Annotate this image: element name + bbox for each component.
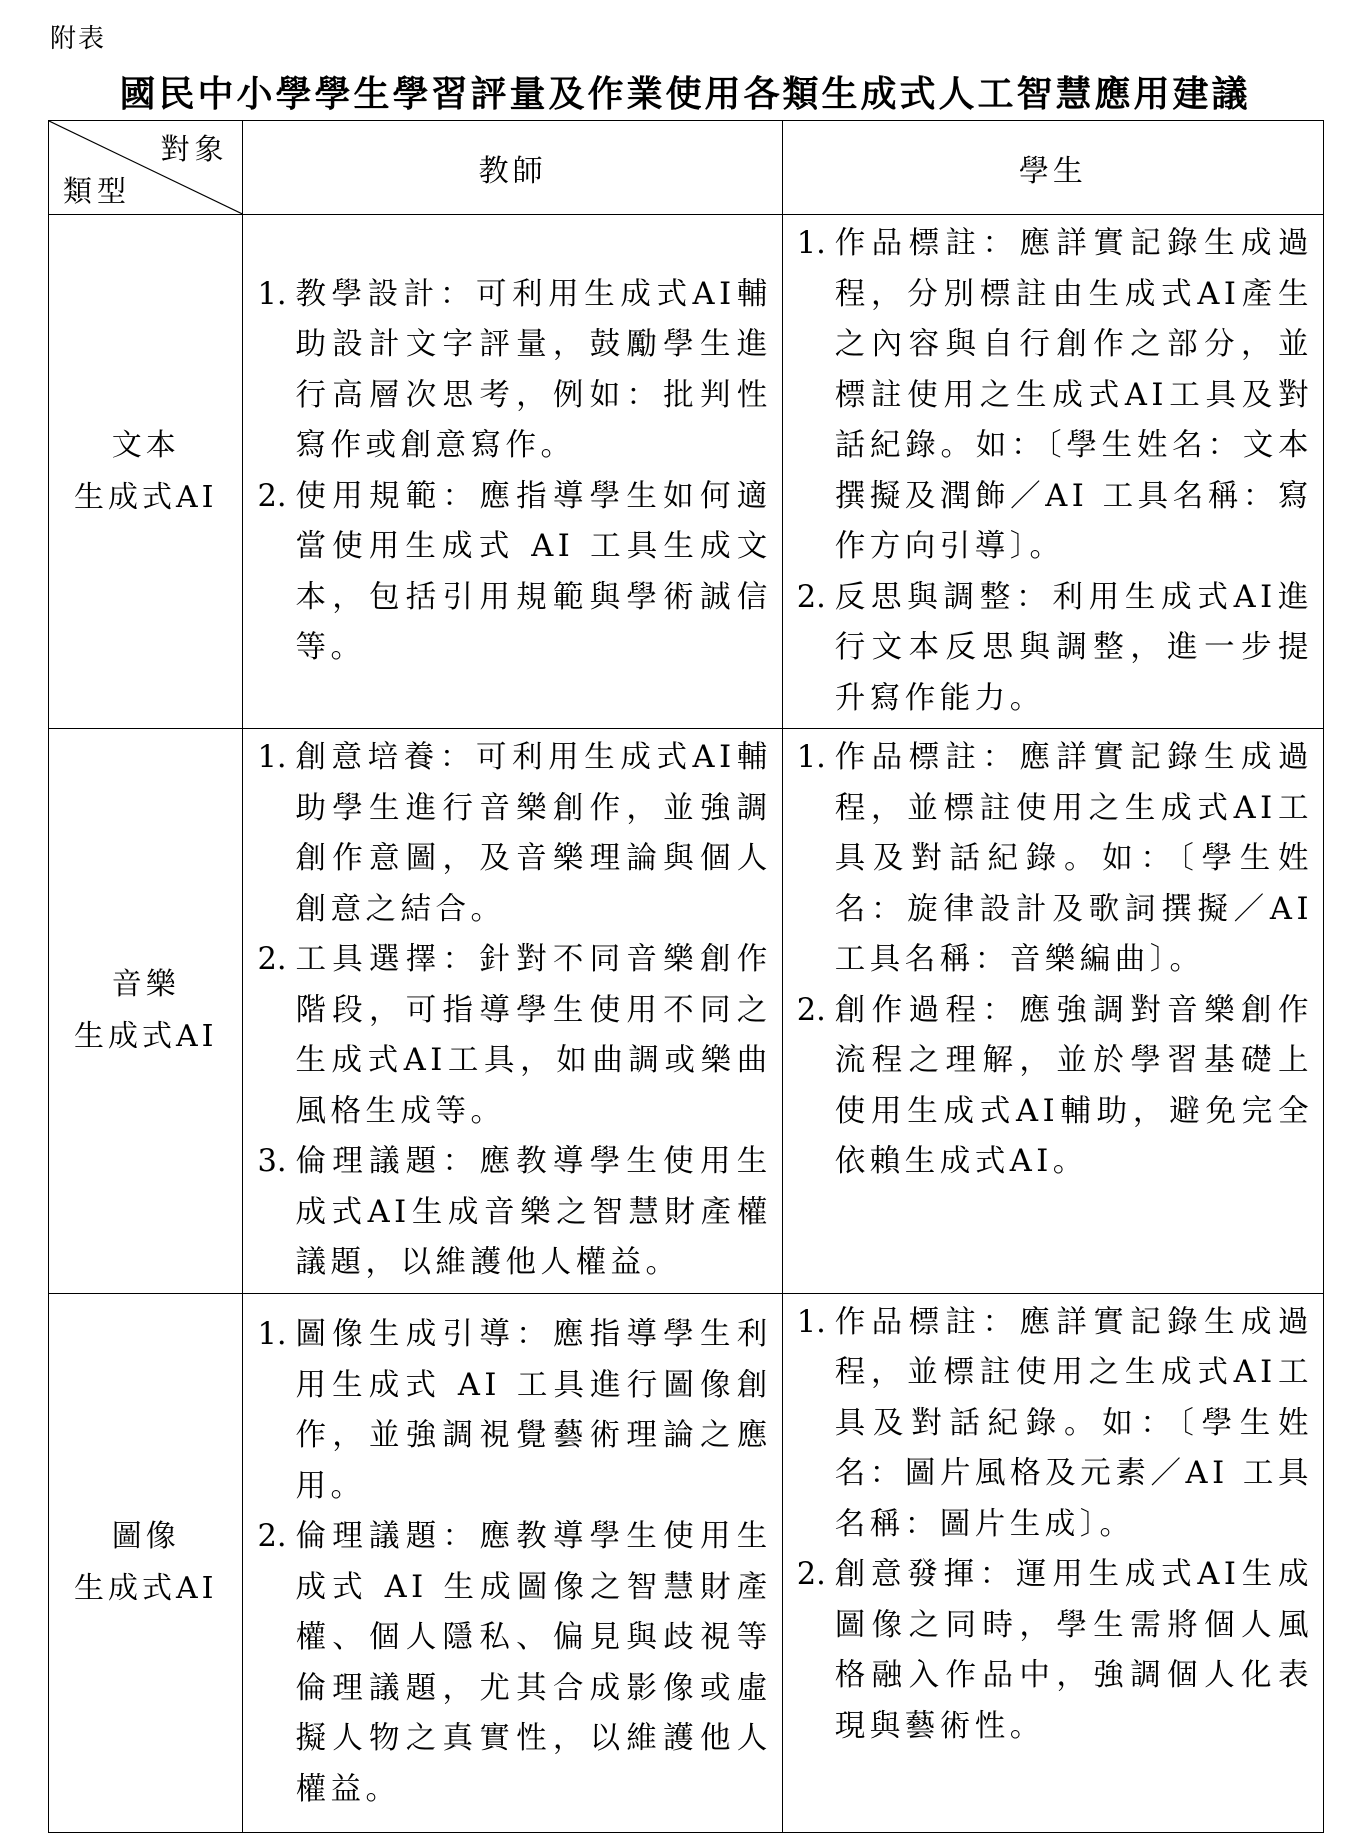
item-text: 使用規範：應指導學生如何適當使用生成式 AI 工具生成文本，包括引用規範與學術誠信等。	[295, 478, 772, 665]
type-label-line1: 文本	[111, 427, 180, 463]
list-item	[257, 1310, 771, 1512]
item-text: 反思與調整：利用生成式AI進行文本反思與調整，進一步提升寫作能力。	[834, 579, 1313, 716]
list-item	[257, 270, 771, 472]
list-item	[257, 1512, 771, 1815]
teacher-cell	[243, 729, 782, 1294]
type-label-line2: 生成式AI	[73, 479, 218, 515]
type-cell	[49, 729, 243, 1294]
corner-label-target: 對象	[160, 132, 229, 166]
list-item	[797, 733, 1313, 986]
type-label-line1: 圖像	[111, 1518, 180, 1554]
corner-header-cell	[49, 121, 243, 215]
item-number: 1.	[796, 1304, 826, 1340]
item-number: 1.	[796, 226, 826, 261]
table-row	[49, 215, 1324, 729]
item-text: 工具選擇：針對不同音樂創作階段，可指導學生使用不同之生成式AI工具，如曲調或樂曲風格生成等。	[295, 942, 772, 1129]
item-text: 圖像生成引導：應指導學生利用生成式 AI 工具進行圖像創作，並強調視覺藝術理論之應用。	[295, 1317, 772, 1504]
table-row	[49, 1293, 1324, 1832]
student-cell	[782, 1293, 1323, 1832]
student-cell	[782, 729, 1323, 1294]
student-cell	[782, 215, 1323, 729]
list-item	[797, 1550, 1313, 1752]
item-text: 作品標註：應詳實記錄生成過程，並標註使用之生成式AI工具及對話紀錄。如：〔學生姓名：圖片風格及元素／AI 工具名稱：圖片生成〕。	[834, 1304, 1313, 1542]
teacher-list	[243, 266, 781, 678]
type-cell	[49, 1293, 243, 1832]
teacher-cell	[243, 215, 782, 729]
list-item	[797, 1298, 1313, 1551]
item-text: 作品標註：應詳實記錄生成過程，並標註使用之生成式AI工具及對話紀錄。如：〔學生姓名：旋律設計及歌詞撰擬／AI工具名稱：音樂編曲〕。	[834, 740, 1313, 977]
item-number: 2.	[257, 1519, 287, 1554]
type-label-line2: 生成式AI	[73, 1570, 218, 1606]
type-label-line2: 生成式AI	[73, 1018, 218, 1054]
item-number: 1.	[257, 740, 287, 775]
guideline-table	[48, 120, 1324, 1833]
student-list	[783, 215, 1323, 728]
header-student: 學生	[782, 121, 1323, 215]
item-number: 2.	[257, 478, 287, 514]
item-number: 2.	[257, 942, 287, 977]
header-row	[49, 121, 1324, 215]
corner-label-type: 類型	[63, 174, 132, 208]
list-item	[257, 935, 771, 1137]
list-item	[257, 1137, 771, 1289]
item-text: 創意培養：可利用生成式AI輔助學生進行音樂創作，並強調創作意圖，及音樂理論與個人創意之結合。	[295, 740, 772, 927]
annex-label: 附表	[50, 24, 107, 54]
teacher-cell	[243, 1293, 782, 1832]
item-number: 3.	[257, 1144, 287, 1179]
table-row	[49, 729, 1324, 1294]
header-teacher: 教師	[243, 121, 782, 215]
type-label-line1: 音樂	[111, 966, 180, 1002]
list-item	[257, 733, 771, 935]
list-item	[797, 986, 1313, 1188]
item-text: 教學設計：可利用生成式AI輔助設計文字評量，鼓勵學生進行高層次思考，例如：批判性寫作或創意寫作。	[295, 276, 772, 463]
student-list	[783, 729, 1323, 1192]
item-number: 1.	[796, 740, 826, 775]
item-number: 1.	[257, 1317, 287, 1352]
teacher-list	[243, 1306, 781, 1819]
teacher-list	[243, 729, 781, 1293]
item-number: 2.	[796, 579, 826, 615]
document-title: 國民中小學學生學習評量及作業使用各類生成式人工智慧應用建議	[119, 73, 1251, 115]
item-number: 1.	[257, 276, 287, 312]
student-list	[783, 1294, 1323, 1757]
item-text: 倫理議題：應教導學生使用生成式AI生成音樂之智慧財產權議題，以維護他人權益。	[295, 1144, 772, 1280]
list-item	[797, 219, 1313, 573]
item-text: 創意發揮：運用生成式AI生成圖像之同時，學生需將個人風格融入作品中，強調個人化表現與藝術性。	[834, 1557, 1313, 1744]
item-text: 作品標註：應詳實記錄生成過程，分別標註由生成式AI產生之內容與自行創作之部分，並標註使用之生成式AI工具及對話紀錄。如：〔學生姓名：文本撰擬及潤飾／AI 工具名稱：寫作方向引導〕。	[834, 226, 1313, 564]
type-cell	[49, 215, 243, 729]
item-number: 2.	[796, 1557, 826, 1592]
list-item	[257, 472, 771, 674]
item-text: 倫理議題：應教導學生使用生成式 AI 生成圖像之智慧財產權、個人隱私、偏見與歧視等倫理議題，尤其合成影像或虛擬人物之真實性，以維護他人權益。	[295, 1519, 772, 1807]
item-text: 創作過程：應強調對音樂創作流程之理解，並於學習基礎上使用生成式AI輔助，避免完全依賴生成式AI。	[834, 992, 1313, 1179]
item-number: 2.	[796, 992, 826, 1028]
list-item	[797, 573, 1313, 725]
